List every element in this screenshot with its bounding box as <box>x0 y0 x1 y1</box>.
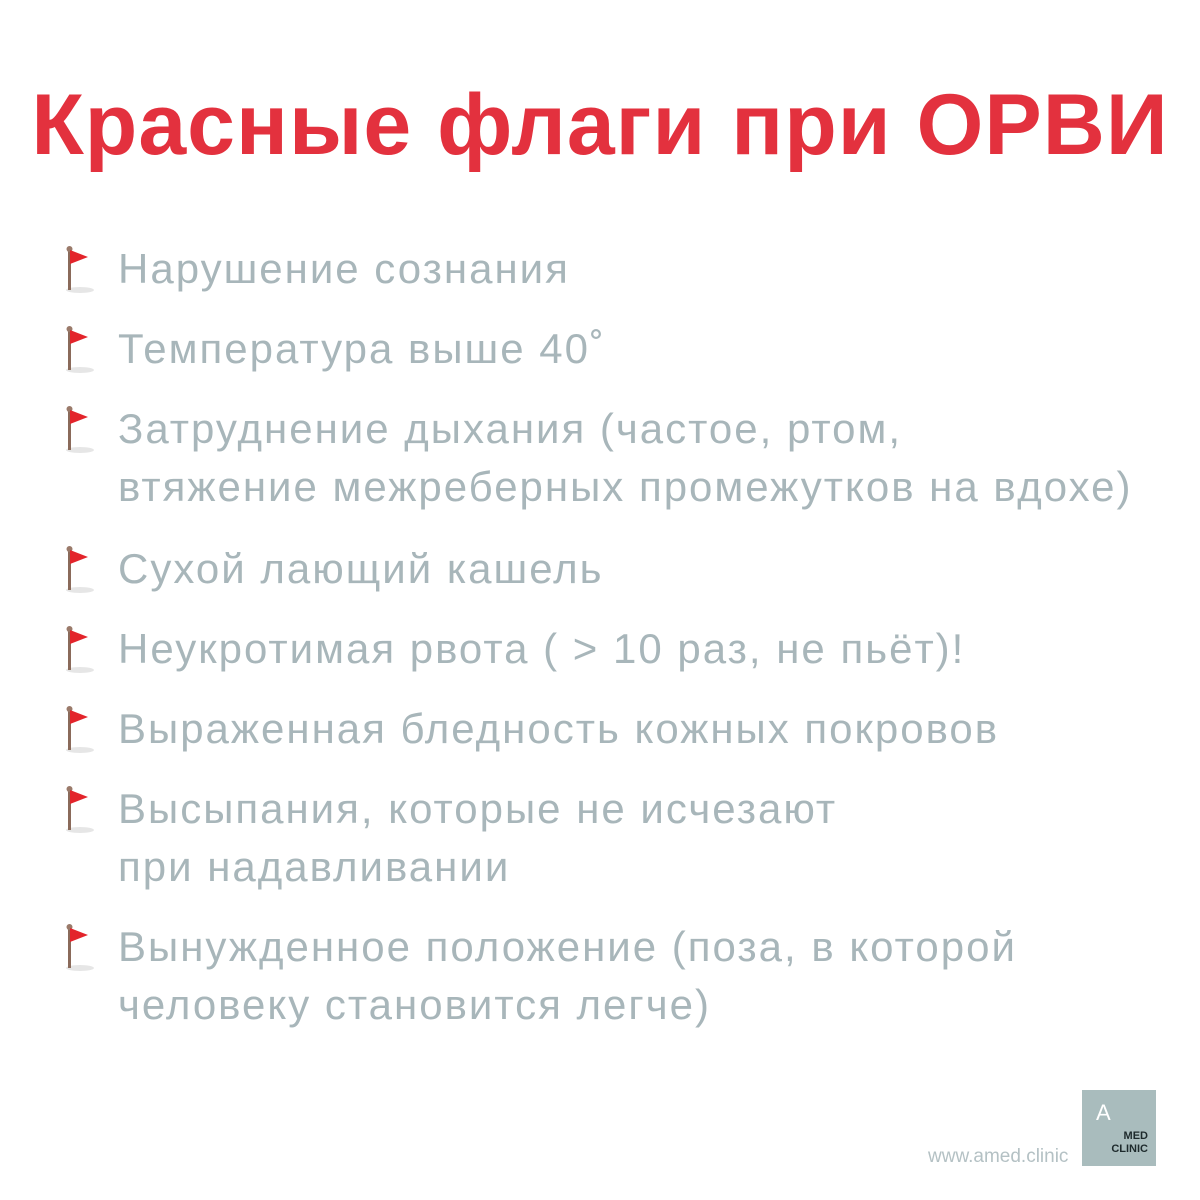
footer-url: www.amed.clinic <box>928 1146 1069 1167</box>
amed-clinic-logo <box>1082 1090 1156 1166</box>
red-flag-icon <box>60 920 100 972</box>
red-flag-icon <box>60 702 100 754</box>
list-item <box>60 240 1180 298</box>
list-item <box>60 400 1180 516</box>
logo-text-clinic: CLINIC <box>1111 1143 1148 1155</box>
logo-text-med: MED <box>1123 1130 1148 1142</box>
list-item-text: Температура выше 40˚ <box>118 325 606 372</box>
list-item <box>60 780 1180 896</box>
list-item-text: втяжение межреберных промежутков на вдохе) <box>118 463 1133 510</box>
list-item-text: Выраженная бледность кожных покровов <box>118 705 1000 752</box>
list-item <box>60 918 1180 1034</box>
red-flag-icon <box>60 402 100 454</box>
list-item-text: при надавливании <box>118 843 511 890</box>
list-item-text: Затруднение дыхания (частое, ртом, <box>118 405 903 452</box>
red-flag-icon <box>60 322 100 374</box>
list-item <box>60 620 1180 678</box>
logo-letter: A <box>1096 1100 1111 1125</box>
list-item-text: Сухой лающий кашель <box>118 545 604 592</box>
list-item <box>60 320 1180 378</box>
list-item <box>60 540 1180 598</box>
list-item-text: Неукротимая рвота ( > 10 раз, не пьёт)! <box>118 625 966 672</box>
red-flag-icon <box>60 622 100 674</box>
red-flag-icon <box>60 542 100 594</box>
red-flag-icon <box>60 242 100 294</box>
list-item-text: Вынужденное положение (поза, в которой <box>118 923 1017 970</box>
red-flag-icon <box>60 782 100 834</box>
page-title: Красные флаги при ОРВИ <box>31 77 1169 173</box>
list-item-text: Высыпания, которые не исчезают <box>118 785 838 832</box>
list-item <box>60 700 1180 758</box>
list-item-text: Нарушение сознания <box>118 245 570 292</box>
list-item-text: человеку становится легче) <box>118 981 711 1028</box>
